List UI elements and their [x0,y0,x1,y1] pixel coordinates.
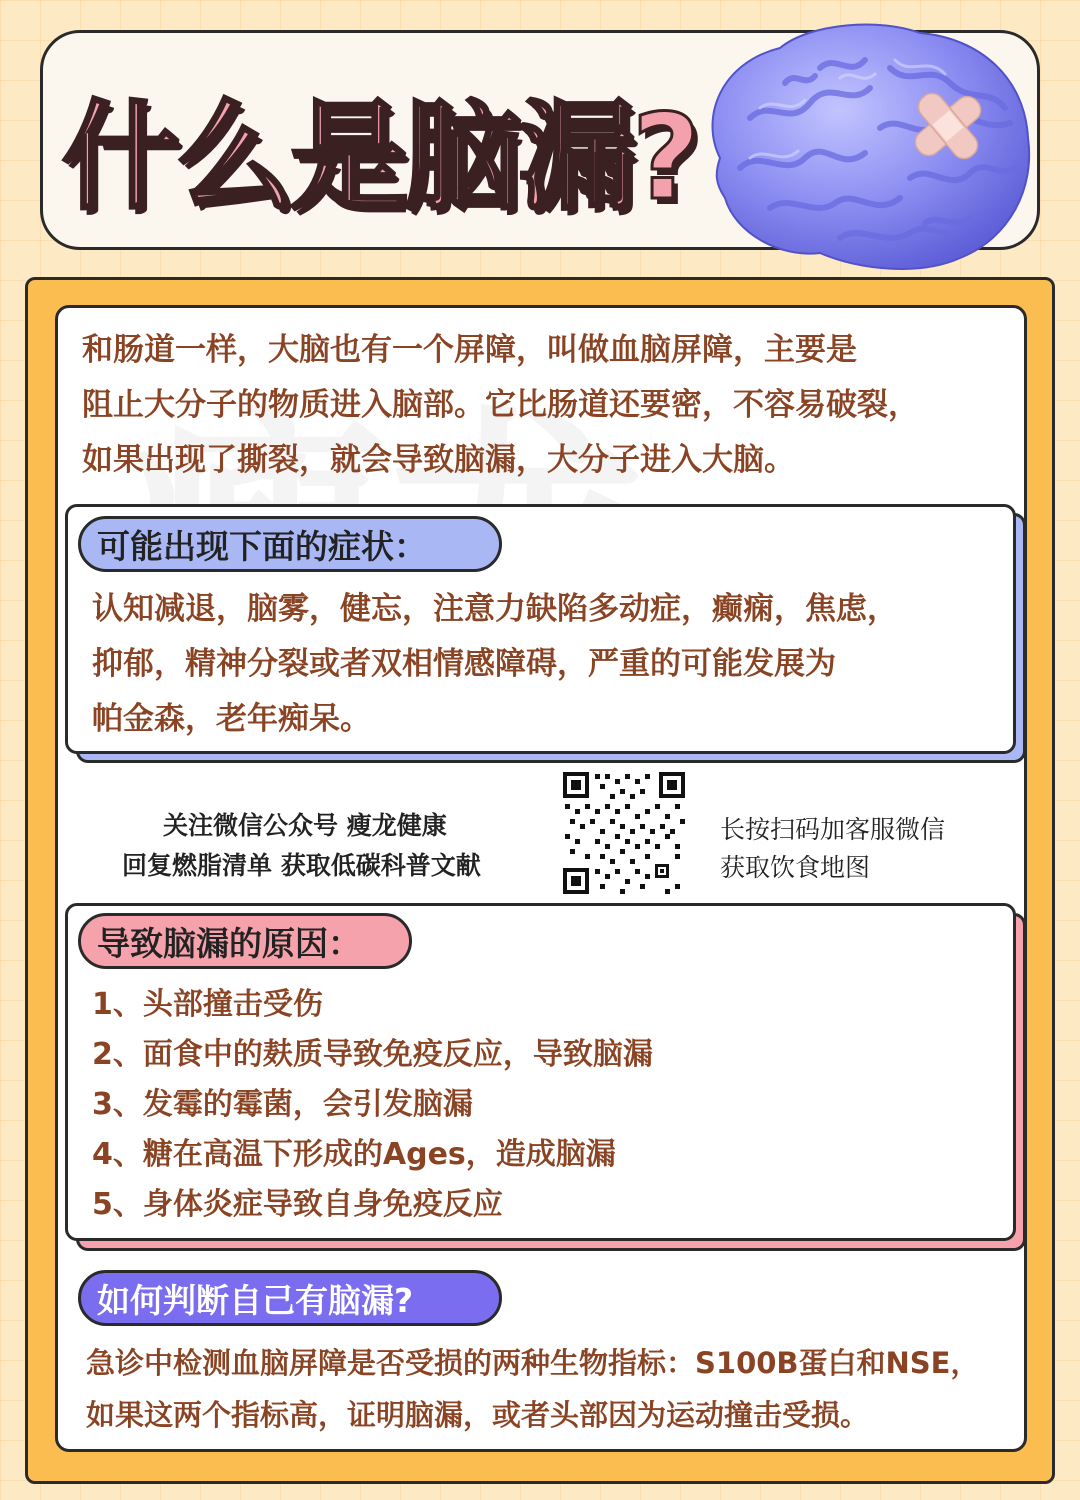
intro-line: 阻止大分子的物质进入脑部。它比肠道还要密，不容易破裂， [82,387,919,423]
intro-line: 和肠道一样，大脑也有一个屏障，叫做血脑屏障，主要是 [82,332,857,368]
judge-heading: 如何判断自己有脑漏? [78,1270,502,1326]
symptoms-line: 认知减退，脑雾，健忘，注意力缺陷多动症，癫痫，焦虑， [92,591,898,627]
cause-item: 2、面食中的麸质导致免疫反应，导致脑漏 [92,1037,653,1072]
judge-line: 急诊中检测血脑屏障是否受损的两种生物指标：S100B蛋白和NSE， [86,1346,980,1380]
symptoms-line: 抑郁，精神分裂或者双相情感障碍，严重的可能发展为 [92,646,836,682]
causes-heading: 导致脑漏的原因： [78,913,412,969]
judge-text [86,1337,1021,1441]
follow-line-1: 关注微信公众号 瘦龙健康 [163,811,447,840]
cause-item: 5、身体炎症导致自身免疫反应 [92,1187,503,1222]
cause-item: 4、糖在高温下形成的Ages，造成脑漏 [92,1137,616,1172]
page-title: 什么是脑漏? [62,88,697,226]
judge-line: 如果这两个指标高，证明脑漏，或者头部因为运动撞击受损。 [86,1398,870,1432]
brain-icon [690,8,1040,278]
symptoms-heading: 可能出现下面的症状： [78,516,502,572]
qr-note-line-2: 获取饮食地图 [720,853,871,882]
cause-item: 3、发霉的霉菌，会引发脑漏 [92,1087,473,1122]
cause-item: 1、头部撞击受伤 [92,987,323,1022]
follow-line-2: 回复燃脂清单 获取低碳科普文献 [122,851,481,880]
intro-paragraph [82,323,1022,488]
causes-list [92,980,992,1230]
qr-note-line-1: 长按扫码加客服微信 [720,815,946,844]
symptoms-text [92,582,1002,747]
intro-line: 如果出现了撕裂，就会导致脑漏，大分子进入大脑。 [82,442,795,478]
symptoms-line: 帕金森，老年痴呆。 [92,701,371,737]
qr-code[interactable] [561,770,687,896]
